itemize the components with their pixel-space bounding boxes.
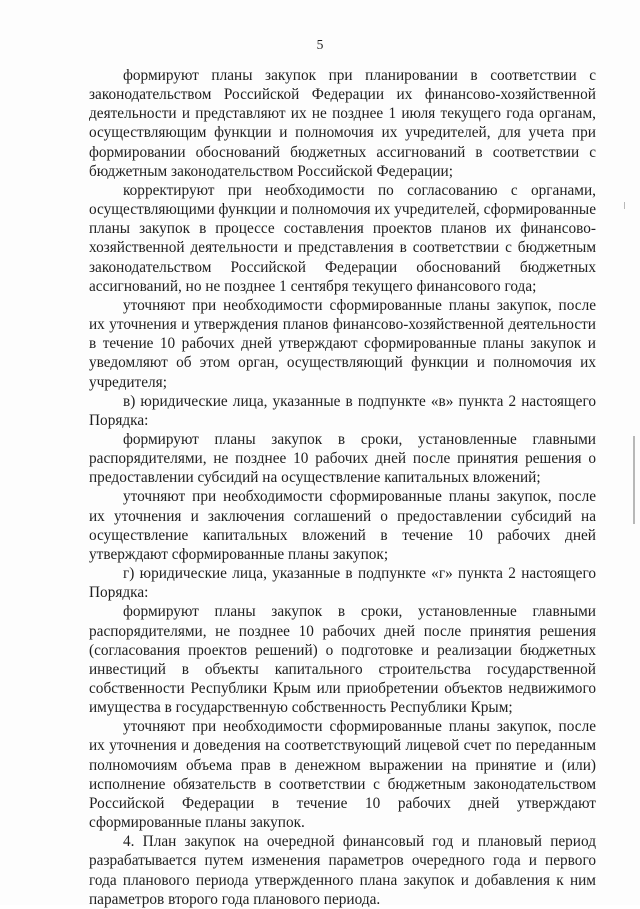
- paragraph-subitem-g-formation: формируют планы закупок в сроки, установленные главными распорядителями, не позднее 10 рабочих дней после принятия решения (согласования проектов решений) о подготовке и реализации бюджетных инвестиций в объекты капитального строительства государственной собственности Республики Крым или приобретении объектов недвижимого имущества в государственную собственность Республики Крым;: [89, 603, 596, 717]
- paragraph-plans-formation: формируют планы закупок при планировании в соответствии с законодательством Российской Федерации их финансово-хозяйственной деятельности и представляют их не позднее 1 июля текущего года органам, осуществляющим функции и полномочия их учредителей, для учета при формировании обоснований бюджетных ассигнований в соответствии с бюджетным законодательством Российской Федерации;: [89, 67, 596, 180]
- scan-mark-lower: [633, 436, 635, 524]
- paragraph-subitem-g: г) юридические лица, указанные в подпункте «г» пункта 2 настоящего Порядка:: [89, 565, 596, 602]
- paragraph-subitem-g-refinement: уточняют при необходимости сформированные планы закупок, после их уточнения и доведения на соответствующий лицевой счет по переданным полномочиям объема прав в денежном выражении на принятие и (или) исполнение обязательств в соответствии с бюджетным законодательством Российской Федерации в течение 10 рабочих дней утверждают сформированные планы закупок.: [89, 718, 596, 832]
- paragraph-plans-refinement: уточняют при необходимости сформированные планы закупок, после их уточнения и утверждения планов финансово-хозяйственной деятельности в течение 10 рабочих дней утверждают сформированные планы закупок и уведомляют об этом орган, осуществляющий функции и полномочия их учредителя;: [89, 296, 596, 391]
- paragraph-subitem-v-refinement: уточняют при необходимости сформированные планы закупок, после их уточнения и заключения соглашений о предоставлении субсидий на осуществление капитальных вложений в течение 10 рабочих дней утверждают сформированные планы закупок;: [89, 488, 596, 563]
- document-body: [89, 66, 596, 909]
- page-number: 5: [316, 37, 324, 52]
- paragraph-subitem-v: в) юридические лица, указанные в подпункте «в» пункта 2 настоящего Порядка:: [89, 392, 596, 429]
- scan-mark-upper: [624, 202, 625, 209]
- paragraph-item-4: 4. План закупок на очередной финансовый год и плановый период разрабатывается путем изменения параметров очередного года и первого года планового периода утвержденного плана закупок и добавления к ним параметров второго года планового периода.: [89, 833, 596, 908]
- paragraph-plans-correction: корректируют при необходимости по согласованию с органами, осуществляющими функции и полномочия их учредителей, сформированные планы закупок в процессе составления проектов планов их финансово-хозяйственной деятельности и представления в соответствии с бюджетным законодательством Российской Федерации обоснований бюджетных ассигнований, но не позднее 1 сентября текущего финансового года;: [89, 181, 596, 295]
- paragraph-subitem-v-formation: формируют планы закупок в сроки, установленные главными распорядителями, не позднее 10 рабочих дней после принятия решения о предоставлении субсидий на осуществление капитальных вложений;: [89, 430, 596, 487]
